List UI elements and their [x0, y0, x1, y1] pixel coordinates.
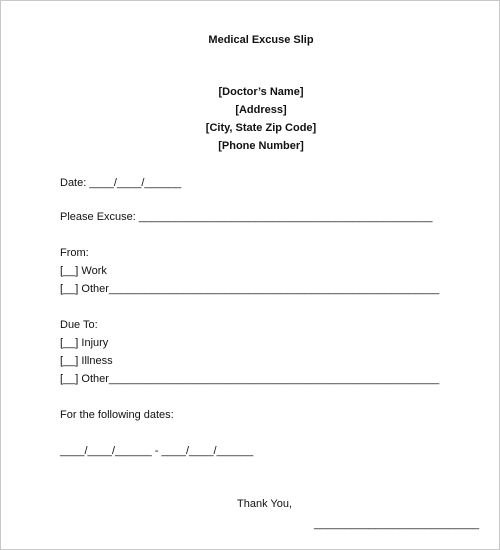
- from-option-other: [__] Other______________________________________________________: [60, 283, 440, 295]
- due-to-heading: Due To:: [60, 319, 98, 331]
- from-heading: From:: [60, 247, 89, 259]
- due-to-option-illness: [__] Illness: [60, 355, 113, 367]
- doctor-city-state-zip: [City, State Zip Code]: [205, 122, 317, 134]
- following-dates-label: For the following dates:: [60, 409, 174, 421]
- closing-text: Thank You,: [237, 498, 293, 510]
- document-title: Medical Excuse Slip: [208, 34, 314, 46]
- please-excuse-line: Please Excuse: ________________________________________________: [60, 211, 433, 223]
- doctor-name: [Doctor’s Name]: [218, 86, 304, 98]
- doctor-address: [Address]: [235, 104, 287, 116]
- doctor-phone: [Phone Number]: [218, 140, 304, 152]
- date-range-line: ____/____/______ - ____/____/______: [60, 445, 254, 457]
- due-to-option-other: [__] Other______________________________________________________: [60, 373, 440, 385]
- signature-line: ___________________________: [314, 518, 480, 530]
- date-line: Date: ____/____/______: [60, 177, 182, 189]
- due-to-option-injury: [__] Injury: [60, 337, 109, 349]
- from-option-work: [__] Work: [60, 265, 107, 277]
